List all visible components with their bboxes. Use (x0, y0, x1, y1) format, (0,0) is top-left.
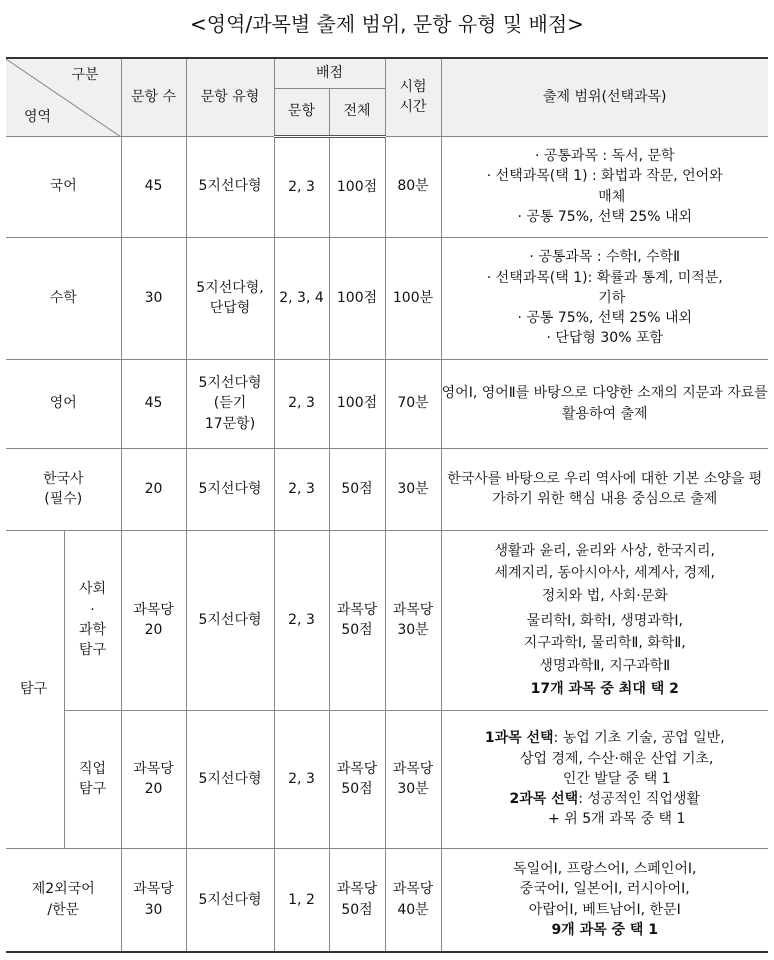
time-cell: 과목당 30분 (385, 530, 441, 710)
range-cell: 한국사를 바탕으로 우리 역사에 대한 기본 소양을 평가하기 위한 핵심 내용 중심으로 출제 (441, 448, 768, 530)
table-row-english (6, 359, 768, 448)
header-range: 출제 범위(선택과목) (441, 58, 768, 136)
table-row-foreign (6, 848, 768, 952)
score-item-cell: 2, 3 (274, 136, 329, 237)
area-cell: 제2외국어 /한문 (6, 848, 121, 952)
time-cell: 과목당 30분 (385, 710, 441, 848)
header-score-total: 전체 (329, 88, 385, 136)
type-cell: 5지선다형 (186, 848, 274, 952)
score-item-cell: 2, 3 (274, 530, 329, 710)
score-total-cell: 100점 (329, 237, 385, 359)
header-area: 영역 (24, 109, 52, 126)
score-item-cell: 2, 3, 4 (274, 237, 329, 359)
range-cell: 독일어Ⅰ, 프랑스어Ⅰ, 스페인어Ⅰ, 중국어Ⅰ, 일본어Ⅰ, 러시아어Ⅰ, 아랍어Ⅰ, 베트남어Ⅰ, 한문Ⅰ 9개 과목 중 택 1 (441, 848, 768, 952)
time-cell: 70분 (385, 359, 441, 448)
type-cell: 5지선다형 (186, 136, 274, 237)
header-score: 배점 (274, 58, 385, 88)
time-cell: 100분 (385, 237, 441, 359)
table-row-math (6, 237, 768, 359)
score-total-cell: 100점 (329, 359, 385, 448)
score-total-cell: 과목당 50점 (329, 848, 385, 952)
subarea-cell: 직업 탐구 (64, 710, 121, 848)
type-cell: 5지선다형 (186, 710, 274, 848)
score-total-cell: 과목당 50점 (329, 530, 385, 710)
table-row-history (6, 448, 768, 530)
score-item-cell: 2, 3 (274, 448, 329, 530)
area-cell: 국어 (6, 136, 121, 237)
header-score-item: 문항 (274, 88, 329, 136)
score-total-cell: 100점 (329, 136, 385, 237)
score-total-cell: 50점 (329, 448, 385, 530)
table-row-korean (6, 136, 768, 237)
count-cell: 과목당 20 (121, 710, 186, 848)
range-cell: · 공통과목 : 독서, 문학 · 선택과목(택 1) : 화법과 작문, 언어와 매체 · 공통 75%, 선택 25% 내외 (441, 136, 768, 237)
subarea-cell: 사회 · 과학 탐구 (64, 530, 121, 710)
header-time: 시험 시간 (385, 58, 441, 136)
type-cell: 5지선다형 (듣기 17문항) (186, 359, 274, 448)
range-cell: 생활과 윤리, 윤리와 사상, 한국지리, 세계지리, 동아시아사, 세계사, 경제, 정치와 법, 사회·문화 물리학Ⅰ, 화학Ⅰ, 생명과학Ⅰ, 지구과학Ⅰ, 물리학Ⅱ, 화학Ⅱ, 생명과학Ⅱ, 지구과학Ⅱ 17개 과목 중 최대 택 2 (441, 530, 768, 710)
type-cell: 5지선다형, 단답형 (186, 237, 274, 359)
count-cell: 45 (121, 359, 186, 448)
header-category: 구분 (71, 67, 99, 83)
header-type: 문항 유형 (186, 58, 274, 136)
area-cell: 한국사 (필수) (6, 448, 121, 530)
selection-1-label: 1과목 선택 (484, 730, 554, 747)
count-cell: 과목당 30 (121, 848, 186, 952)
range-cell: · 공통과목 : 수학Ⅰ, 수학Ⅱ · 선택과목(택 1): 확률과 통계, 미적분, 기하 · 공통 75%, 선택 25% 내외 · 단답형 30% 포함 (441, 237, 768, 359)
type-cell: 5지선다형 (186, 530, 274, 710)
selection-2-label: 2과목 선택 (509, 791, 579, 808)
type-cell: 5지선다형 (186, 448, 274, 530)
time-cell: 30분 (385, 448, 441, 530)
table-row-social-science (6, 530, 768, 710)
score-item-cell: 2, 3 (274, 359, 329, 448)
page-title: <영역/과목별 출제 범위, 문항 유형 및 배점> (190, 12, 584, 36)
count-cell: 45 (121, 136, 186, 237)
exam-table (6, 57, 768, 953)
header-diagonal-cell (6, 58, 121, 136)
time-cell: 80분 (385, 136, 441, 237)
score-total-cell: 과목당 50점 (329, 710, 385, 848)
count-cell: 20 (121, 448, 186, 530)
header-count: 문항 수 (121, 58, 186, 136)
score-item-cell: 1, 2 (274, 848, 329, 952)
score-item-cell: 2, 3 (274, 710, 329, 848)
area-cell: 영어 (6, 359, 121, 448)
area-cell: 탐구 (6, 530, 64, 848)
count-cell: 30 (121, 237, 186, 359)
time-cell: 과목당 40분 (385, 848, 441, 952)
area-cell: 수학 (6, 237, 121, 359)
table-row-vocational (6, 710, 768, 848)
range-cell: 영어Ⅰ, 영어Ⅱ를 바탕으로 다양한 소재의 지문과 자료를 활용하여 출제 (441, 359, 768, 448)
count-cell: 과목당 20 (121, 530, 186, 710)
range-cell: 1과목 선택: 농업 기초 기술, 공업 일반, 상업 경제, 수산·해운 산업 기초, 인간 발달 중 택 1 2과목 선택: 성공적인 직업생활 + 위 5개 과목 중 택 1 (441, 710, 768, 848)
